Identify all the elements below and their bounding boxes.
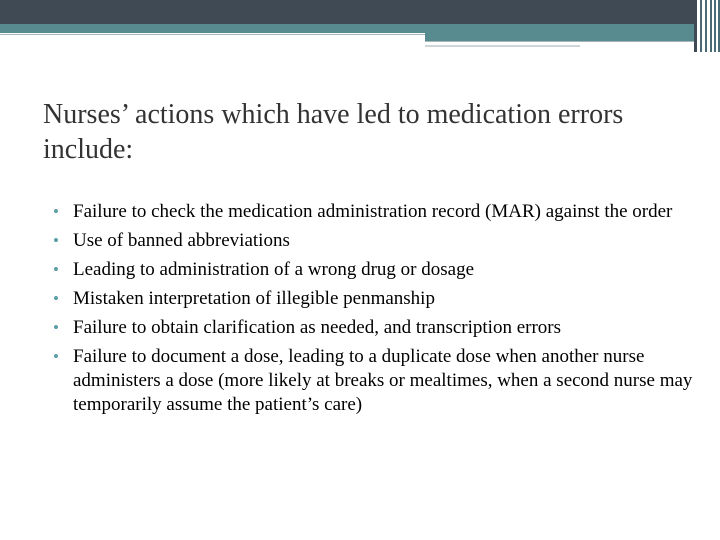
bullet-list — [53, 200, 693, 422]
bullet-text: Leading to administration of a wrong drug or dosage — [73, 259, 475, 280]
bullet-item — [53, 258, 693, 282]
bullet-text: Failure to obtain clarification as needed, and transcription errors — [73, 317, 562, 338]
bullet-item — [53, 200, 693, 224]
header-bar-accent — [0, 24, 694, 33]
header-stripes — [694, 0, 720, 52]
header-rule-left — [0, 34, 425, 35]
slide-title: Nurses’ actions which have led to medication errors include: — [43, 99, 624, 165]
bullet-icon: • — [53, 289, 59, 308]
bullet-item — [53, 229, 693, 253]
bullet-item — [53, 345, 693, 417]
header-bar-dark — [0, 0, 694, 24]
bullet-icon: • — [53, 202, 59, 221]
bullet-text: Failure to document a dose, leading to a duplicate dose when another nurse administers a dose (more likely at breaks or mealtimes, when a second nurse may temporarily assume the patient’s care) — [73, 346, 693, 415]
bullet-icon: • — [53, 260, 59, 279]
header-rule-short — [425, 45, 580, 47]
header-rule-right — [425, 41, 694, 42]
header-bar-accent-right — [425, 33, 694, 41]
bullet-text: Failure to check the medication administration record (MAR) against the order — [73, 201, 673, 222]
bullet-text: Mistaken interpretation of illegible penmanship — [73, 288, 435, 309]
bullet-icon: • — [53, 231, 59, 250]
bullet-item — [53, 287, 693, 311]
bullet-text: Use of banned abbreviations — [73, 230, 290, 251]
bullet-icon: • — [53, 318, 59, 337]
bullet-icon: • — [53, 347, 59, 366]
bullet-item — [53, 316, 693, 340]
